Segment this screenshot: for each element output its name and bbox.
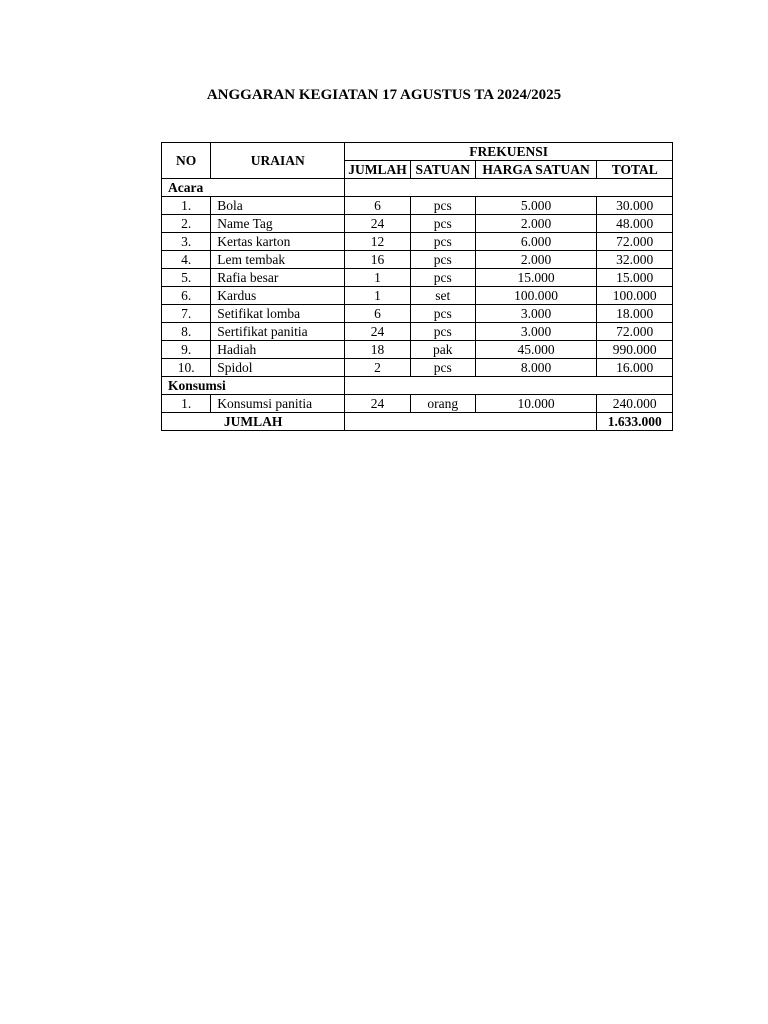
- row-uraian: Name Tag: [211, 215, 345, 233]
- row-no: 3.: [162, 233, 211, 251]
- section-spacer: [345, 179, 673, 197]
- section-spacer: [345, 377, 673, 395]
- row-satuan: pcs: [410, 251, 475, 269]
- row-jumlah: 24: [345, 395, 411, 413]
- row-jumlah: 18: [345, 341, 411, 359]
- row-no: 7.: [162, 305, 211, 323]
- row-total: 15.000: [597, 269, 673, 287]
- row-no: 1.: [162, 197, 211, 215]
- row-total: 990.000: [597, 341, 673, 359]
- row-jumlah: 24: [345, 215, 411, 233]
- table-row: [162, 341, 673, 359]
- grand-total: 1.633.000: [597, 413, 673, 431]
- table-row: [162, 359, 673, 377]
- row-satuan: pcs: [410, 323, 475, 341]
- row-total: 240.000: [597, 395, 673, 413]
- row-jumlah: 24: [345, 323, 411, 341]
- row-harga-satuan: 100.000: [475, 287, 597, 305]
- row-uraian: Rafia besar: [211, 269, 345, 287]
- header-harga-satuan: HARGA SATUAN: [475, 161, 597, 179]
- section-name: Konsumsi: [162, 377, 345, 395]
- row-harga-satuan: 15.000: [475, 269, 597, 287]
- table-row: [162, 233, 673, 251]
- row-harga-satuan: 2.000: [475, 251, 597, 269]
- row-jumlah: 12: [345, 233, 411, 251]
- row-jumlah: 6: [345, 305, 411, 323]
- row-no: 8.: [162, 323, 211, 341]
- row-no: 1.: [162, 395, 211, 413]
- budget-table: [161, 142, 673, 431]
- row-harga-satuan: 3.000: [475, 323, 597, 341]
- row-satuan: pak: [410, 341, 475, 359]
- row-uraian: Hadiah: [211, 341, 345, 359]
- table-row: [162, 305, 673, 323]
- total-row: [162, 413, 673, 431]
- table-row: [162, 251, 673, 269]
- row-total: 16.000: [597, 359, 673, 377]
- header-uraian: URAIAN: [211, 143, 345, 179]
- row-uraian: Spidol: [211, 359, 345, 377]
- row-satuan: pcs: [410, 269, 475, 287]
- row-satuan: pcs: [410, 305, 475, 323]
- header-row-1: [162, 143, 673, 161]
- row-total: 72.000: [597, 233, 673, 251]
- row-satuan: pcs: [410, 233, 475, 251]
- row-total: 48.000: [597, 215, 673, 233]
- row-satuan: pcs: [410, 215, 475, 233]
- row-harga-satuan: 6.000: [475, 233, 597, 251]
- row-harga-satuan: 2.000: [475, 215, 597, 233]
- row-jumlah: 16: [345, 251, 411, 269]
- row-no: 9.: [162, 341, 211, 359]
- total-label: JUMLAH: [162, 413, 345, 431]
- row-total: 30.000: [597, 197, 673, 215]
- row-total: 32.000: [597, 251, 673, 269]
- row-total: 72.000: [597, 323, 673, 341]
- row-harga-satuan: 3.000: [475, 305, 597, 323]
- row-total: 100.000: [597, 287, 673, 305]
- row-satuan: pcs: [410, 197, 475, 215]
- table-body: [162, 179, 673, 413]
- row-no: 2.: [162, 215, 211, 233]
- row-no: 5.: [162, 269, 211, 287]
- table-row: [162, 197, 673, 215]
- row-jumlah: 6: [345, 197, 411, 215]
- row-satuan: orang: [410, 395, 475, 413]
- row-total: 18.000: [597, 305, 673, 323]
- header-no: NO: [162, 143, 211, 179]
- row-no: 10.: [162, 359, 211, 377]
- row-uraian: Kardus: [211, 287, 345, 305]
- header-frekuensi: FREKUENSI: [345, 143, 673, 161]
- row-uraian: Setifikat lomba: [211, 305, 345, 323]
- row-uraian: Lem tembak: [211, 251, 345, 269]
- section-row: [162, 377, 673, 395]
- row-harga-satuan: 45.000: [475, 341, 597, 359]
- table-row: [162, 395, 673, 413]
- row-no: 6.: [162, 287, 211, 305]
- document-title: ANGGARAN KEGIATAN 17 AGUSTUS TA 2024/2025: [206, 87, 562, 103]
- row-no: 4.: [162, 251, 211, 269]
- row-satuan: pcs: [410, 359, 475, 377]
- row-jumlah: 1: [345, 269, 411, 287]
- row-uraian: Sertifikat panitia: [211, 323, 345, 341]
- row-harga-satuan: 5.000: [475, 197, 597, 215]
- row-harga-satuan: 8.000: [475, 359, 597, 377]
- row-jumlah: 1: [345, 287, 411, 305]
- row-harga-satuan: 10.000: [475, 395, 597, 413]
- row-uraian: Kertas karton: [211, 233, 345, 251]
- table-row: [162, 269, 673, 287]
- section-row: [162, 179, 673, 197]
- header-jumlah: JUMLAH: [345, 161, 411, 179]
- table-row: [162, 215, 673, 233]
- section-name: Acara: [162, 179, 345, 197]
- header-satuan: SATUAN: [410, 161, 475, 179]
- table-row: [162, 323, 673, 341]
- row-uraian: Bola: [211, 197, 345, 215]
- row-jumlah: 2: [345, 359, 411, 377]
- table-row: [162, 287, 673, 305]
- row-satuan: set: [410, 287, 475, 305]
- total-spacer: [345, 413, 597, 431]
- row-uraian: Konsumsi panitia: [211, 395, 345, 413]
- header-total: TOTAL: [597, 161, 673, 179]
